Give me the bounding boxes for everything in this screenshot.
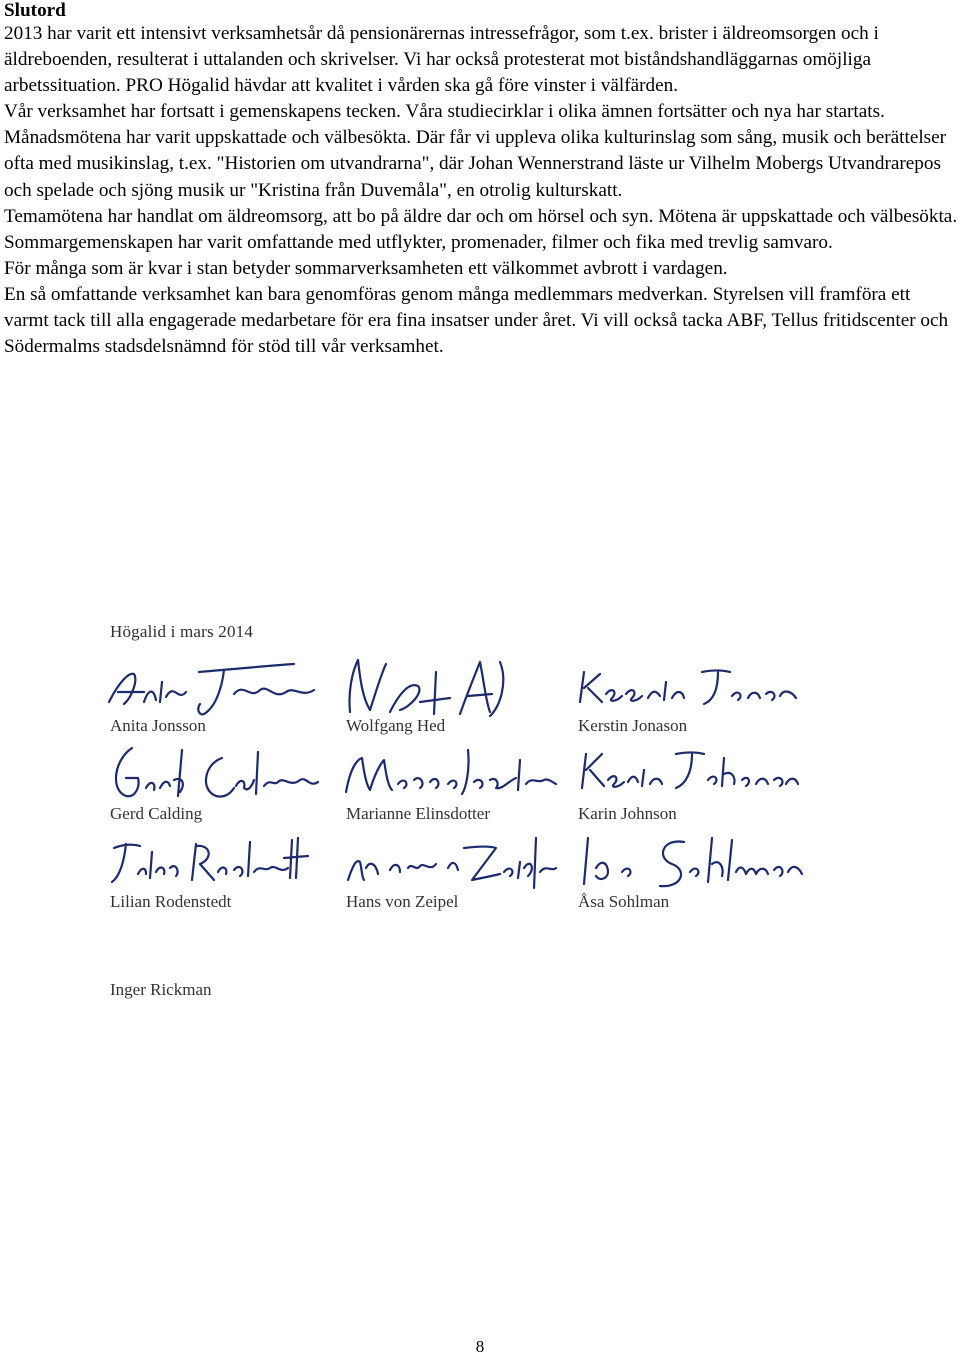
paragraph-theme-meetings: Temamötena har handlat om äldreomsorg, att bo på äldre dar och om hörsel och syn. Mötena är uppskattade och välbesökta.: [4, 205, 958, 227]
signer-name: Inger Rickman: [110, 980, 212, 999]
signature-gerd-calding: [110, 740, 350, 824]
signer-name: Karin Johnson: [578, 804, 677, 823]
handwritten-signature: [572, 740, 802, 800]
signature-block: [0, 600, 960, 1020]
handwritten-signature: [104, 652, 324, 722]
signature-date-line: Högalid i mars 2014: [110, 622, 254, 641]
paragraph-summer: Sommargemenskapen har varit omfattande med utflykter, promenader, filmer och fika med trevlig samvaro.: [4, 231, 833, 253]
handwritten-signature: [572, 828, 812, 898]
signature-lilian-rodenstedt: [110, 828, 350, 912]
signature-anita-jonsson: [110, 652, 350, 736]
signer-name: Gerd Calding: [110, 804, 203, 823]
handwritten-signature: [104, 828, 324, 898]
signer-name: Lilian Rodenstedt: [110, 892, 232, 911]
signer-name: Kerstin Jonason: [578, 716, 688, 735]
signer-name: Anita Jonsson: [110, 716, 206, 735]
section-heading: Slutord: [4, 0, 66, 21]
handwritten-signature: [572, 652, 802, 712]
document-body: [4, 0, 958, 360]
signature-asa-sohlman: [578, 828, 818, 912]
signature-wolfgang-hed: [346, 652, 586, 736]
paragraph-activities: Vår verksamhet har fortsatt i gemenskapens tecken. Våra studiecirklar i olika ämnen fortsätter och nya har startats.: [4, 101, 885, 123]
paragraph-monthly-meetings: Månadsmötena har varit uppskattade och välbesökta. Där får vi uppleva olika kulturinslag som sång, musik och berättelser ofta med musikinslag, t.ex. "Historien om utvandrarna", där Johan Wennerstrand läste ur Vilhelm Mobergs Utvandrarepos och spelade och sjöng musik ur "Kristina från Duvemåla", en otrolig kulturskatt.: [4, 127, 947, 201]
handwritten-signature: [340, 828, 560, 898]
signer-name: Åsa Sohlman: [578, 892, 670, 911]
signature-inger-rickman: [110, 916, 350, 1000]
signer-name: Marianne Elinsdotter: [346, 804, 490, 823]
signature-karin-johnson: [578, 740, 818, 824]
paragraph-intro: 2013 har varit ett intensivt verksamhetsår då pensionärernas intressefrågor, som t.ex. brister i äldreomsorgen och i äldreboenden, resulterat i uttalanden och skrivelser. Vi har också protesterat mot biståndshandläggarnas omöjliga arbetssituation. PRO Högalid hävdar att kvalitet i vården ska gå före vinster i välfärden.: [4, 23, 879, 97]
handwritten-signature: [340, 740, 560, 810]
signer-name: Wolfgang Hed: [346, 716, 446, 735]
paragraph-summer-break: För många som är kvar i stan betyder sommarverksamheten ett välkommet avbrott i vardagen.: [4, 257, 728, 279]
paragraph-thanks: En så omfattande verksamhet kan bara genomföras genom många medlemmars medverkan. Styrelsen vill framföra ett varmt tack till alla engagerade medarbetare för era fina insatser under året. Vi vill också tacka ABF, Tellus fritidscenter och Södermalms stadsdelsnämnd för stöd till vår verksamhet.: [4, 283, 949, 358]
page-number: 8: [475, 1337, 485, 1356]
signer-name: Hans von Zeipel: [346, 892, 459, 911]
signature-kerstin-jonason: [578, 652, 818, 736]
signature-marianne-elinsdotter: [346, 740, 586, 824]
signature-hans-von-zeipel: [346, 828, 586, 912]
